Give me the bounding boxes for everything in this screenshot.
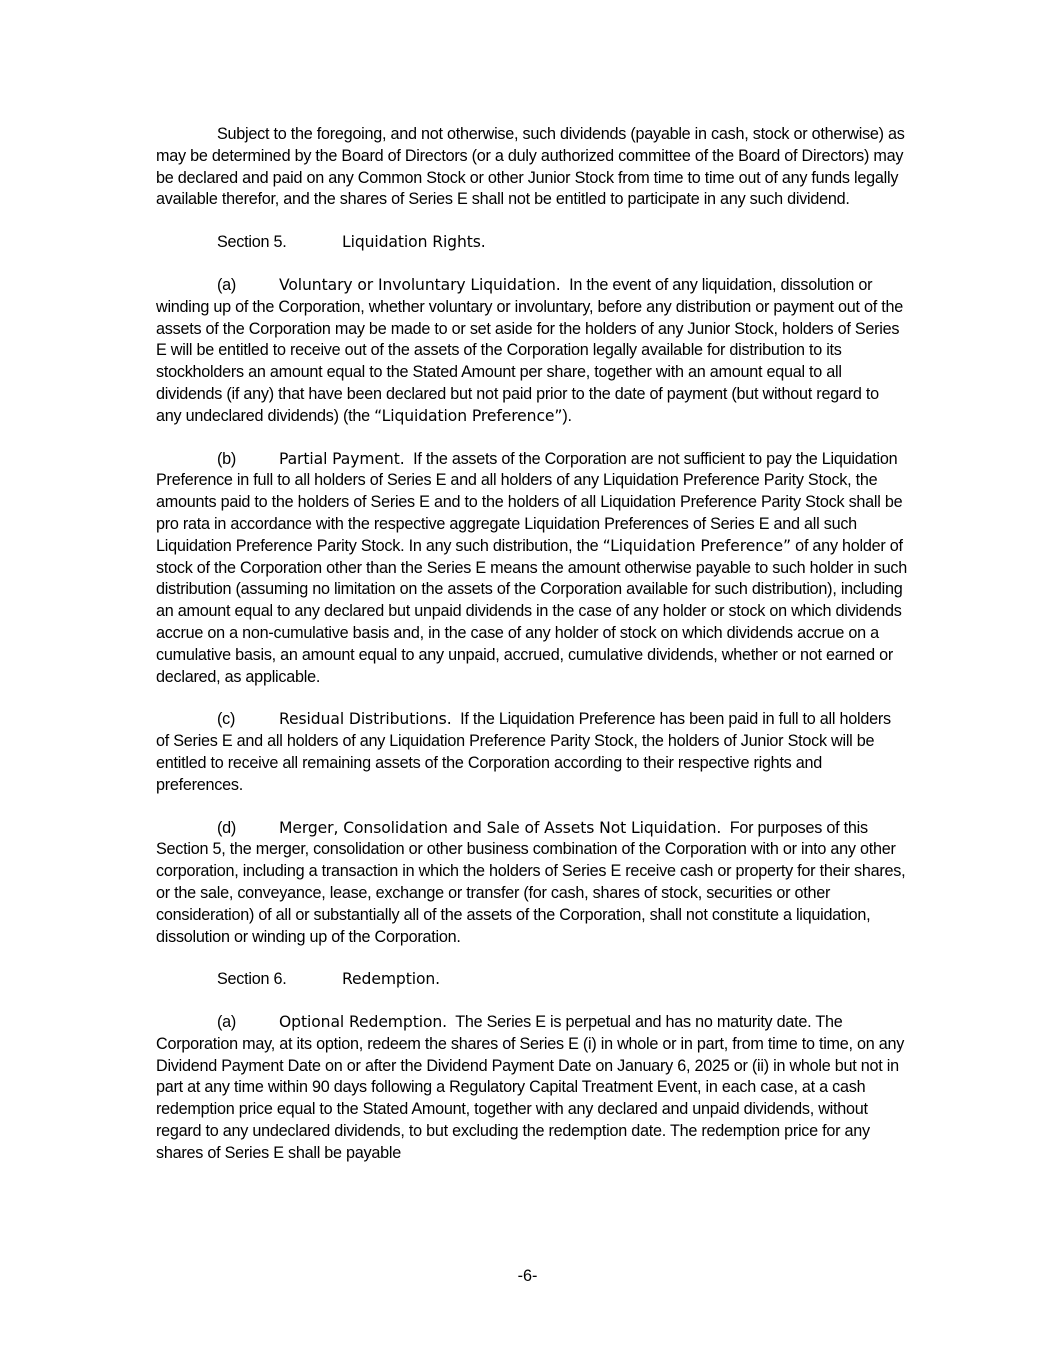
section-5a-body-end: ).: [562, 406, 572, 425]
section-6-number: Section 6.: [217, 970, 287, 989]
section-5d-label: (d): [217, 818, 237, 837]
section-5a-caption: Voluntary or Involuntary Liquidation.: [279, 275, 561, 294]
intro-paragraph: Subject to the foregoing, and not otherwise, such dividends (payable in cash, stock or otherwise) as may be determined by the Board of Directors (or a duly authorized committee of the Board of Directors) may be declared and paid on any Common Stock or other Junior Stock from time to time out of any funds legally available therefor, and the shares of Series E shall not be entitled to participate in any such dividend.: [156, 125, 905, 209]
section-5c-label: (c): [217, 710, 236, 729]
section-5b-label: (b): [217, 449, 237, 468]
section-6a-caption: Optional Redemption.: [279, 1013, 448, 1032]
section-5-number: Section 5.: [217, 233, 287, 252]
section-6a-body: The Series E is perpetual and has no maturity date. The Corporation may, at its option, redeem the shares of Series E (i) in whole or in part, from time to time, on any Dividend Payment Date on or after the Dividend Payment Date on January 6, 2025 or (ii) in whole but not in part at any time within 90 days following a Regulatory Capital Treatment Event, in each case, at a cash redemption price equal to the Stated Amount, together with any declared and unpaid dividends, without regard to any undeclared dividends, to but excluding the redemption date. The redemption price for any shares of Series E shall be payable: [156, 1013, 905, 1162]
section-5c-body: If the Liquidation Preference has been paid in full to all holders of Series E and all holders of any Liquidation Preference Parity Stock, the holders of Junior Stock will be entitled to receive all remaining assets of the Corporation according to their respective rights and preferences.: [156, 710, 891, 794]
section-6a-paragraph: [156, 1012, 908, 1165]
section-5a-paragraph: [156, 275, 908, 428]
section-6-title: Redemption.: [342, 970, 441, 989]
section-5c-caption: Residual Distributions.: [279, 710, 452, 729]
section-5b-paragraph: [156, 449, 908, 689]
section-5d-paragraph: [156, 818, 908, 949]
document-page: [156, 124, 908, 1186]
section-5b-body-end: of any holder of stock of the Corporation other than the Series E means the amount otherwise payable to such holder in such distribution (assuming no limitation on the assets of the Corporation available for such distribution), including an amount equal to any declared but unpaid dividends in the case of any holder or stock on which dividends accrue on a non-cumulative basis and, in the case of any holder of stock on which dividends accrue on a cumulative basis, an amount equal to any unpaid, accrued, cumulative dividends, whether or not earned or declared, as applicable.: [156, 536, 907, 686]
page-number: -6-: [517, 1267, 538, 1285]
section-5d-body: For purposes of this Section 5, the merger, consolidation or other business combination of the Corporation with or into any other corporation, including a transaction in which the holders of Series E receive cash or property for their shares, or the sale, conveyance, lease, exchange or transfer (for cash, shares of stock, securities or other consideration) of all or substantially all of the assets of the Corporation, shall not constitute a liquidation, dissolution or winding up of the Corporation.: [156, 818, 906, 946]
section-6-heading: [156, 969, 908, 991]
section-5a-body: In the event of any liquidation, dissolution or winding up of the Corporation, whether voluntary or involuntary, before any distribution or payment out of the assets of the Corporation may be made to or set aside for the holders of any Junior Stock, holders of Series E will be entitled to receive out of the assets of the Corporation legally available for distribution to its stockholders an amount equal to the Stated Amount per share, together with an amount equal to all dividends (if any) that have been declared but not paid prior to the date of payment (but without regard to any undeclared dividends) (the: [156, 275, 903, 425]
section-5a-defined-term: “Liquidation Preference”: [374, 406, 563, 425]
section-5-title: Liquidation Rights.: [342, 233, 486, 252]
section-5b-defined-term: “Liquidation Preference”: [602, 536, 791, 555]
section-5d-caption: Merger, Consolidation and Sale of Assets Not Liquidation.: [279, 818, 722, 837]
section-5-heading: [156, 232, 908, 254]
section-6a-label: (a): [217, 1013, 237, 1032]
section-5b-body: If the assets of the Corporation are not sufficient to pay the Liquidation Preference in full to all holders of Series E and all holders of any Liquidation Preference Parity Stock, the amounts paid to the holders of Series E and to the holders of all Liquidation Preference Parity Stock shall be pro rata in accordance with the respective aggregate Liquidation Preferences of Series E and all such Liquidation Preference Parity Stock. In any such distribution, the: [156, 449, 903, 555]
section-5b-caption: Partial Payment.: [279, 449, 405, 468]
section-5a-label: (a): [217, 275, 237, 294]
section-5c-paragraph: [156, 709, 908, 796]
